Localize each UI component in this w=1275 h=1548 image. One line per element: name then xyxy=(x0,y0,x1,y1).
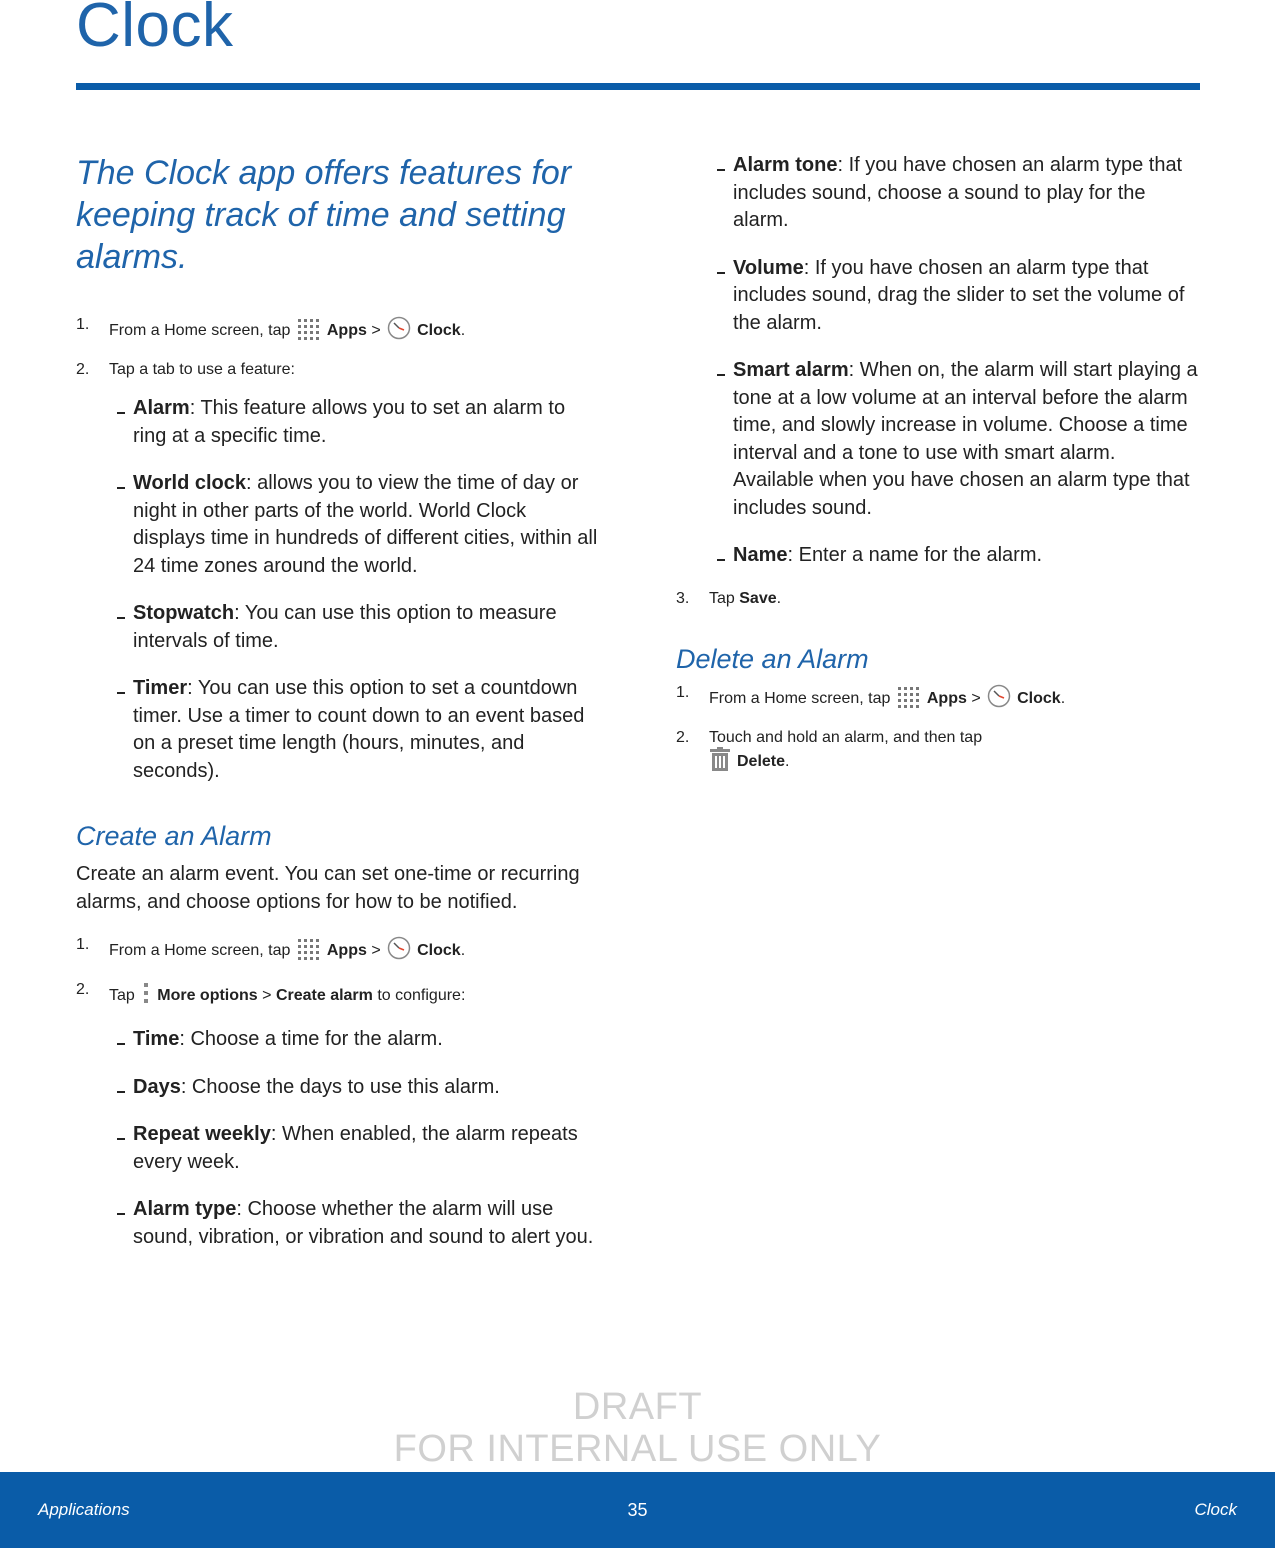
list-item xyxy=(133,470,602,580)
term: Timer xyxy=(133,677,188,699)
page-number: 35 xyxy=(627,1500,648,1520)
step-1 xyxy=(76,316,602,345)
apps-label: Apps xyxy=(926,689,967,707)
step-2 xyxy=(76,361,602,379)
clock-icon xyxy=(387,936,411,965)
more-options-label: More options xyxy=(157,987,258,1004)
punct: . xyxy=(1060,689,1066,707)
desc: : Choose a time for the alarm. xyxy=(179,1028,443,1050)
draft-watermark xyxy=(0,1386,1275,1470)
clock-icon xyxy=(387,316,411,345)
term: Name xyxy=(733,544,788,566)
separator: > xyxy=(371,322,381,339)
footer-section: Applications xyxy=(38,1500,130,1519)
intro-text: The Clock app offers features for keeping track of time and setting alarms. xyxy=(76,154,572,276)
separator: > xyxy=(262,987,272,1004)
left-column xyxy=(76,152,602,1271)
step-text-end: to configure: xyxy=(377,987,466,1004)
feature-list xyxy=(133,395,602,785)
apps-grid-icon xyxy=(297,318,321,345)
separator: > xyxy=(971,689,981,707)
term: Stopwatch xyxy=(133,602,235,624)
footer-chapter: Clock xyxy=(1194,1500,1237,1519)
punct: . xyxy=(776,589,782,607)
step-text: From a Home screen, tap xyxy=(709,689,891,707)
desc: : Choose whether the alarm will use sound, vibration, or vibration and sound to alert you. xyxy=(133,1198,594,1248)
watermark-line-2: FOR INTERNAL USE ONLY xyxy=(393,1428,882,1470)
step-number: 3. xyxy=(676,589,690,607)
step-number: 1. xyxy=(76,936,90,953)
list-item xyxy=(133,600,602,655)
term: Alarm tone xyxy=(733,154,838,176)
term: Alarm type xyxy=(133,1198,237,1220)
create-alarm-label: Create alarm xyxy=(275,987,373,1004)
desc: : If you have chosen an alarm type that includes sound, choose a sound to play for the alarm. xyxy=(733,154,1183,231)
term: Days xyxy=(133,1075,181,1098)
create-alarm-paragraph: Create an alarm event. You can set one-time or recurring alarms, and choose options for how to be notified. xyxy=(76,863,580,913)
term: World clock xyxy=(133,472,246,494)
list-item xyxy=(733,255,1200,338)
list-item xyxy=(733,357,1200,522)
step-text: Touch and hold an alarm, and then tap xyxy=(709,728,983,746)
list-item xyxy=(133,675,602,785)
delete-alarm-heading: Delete an Alarm xyxy=(676,643,869,674)
alarm-options-list-cont xyxy=(733,152,1200,570)
step-number: 1. xyxy=(76,316,90,333)
create-step-1 xyxy=(76,936,602,965)
right-column xyxy=(676,152,1200,792)
desc: : You can use this option to measure intervals of time. xyxy=(133,602,557,652)
clock-label: Clock xyxy=(1017,689,1061,707)
clock-icon xyxy=(987,684,1011,713)
apps-label: Apps xyxy=(326,322,367,339)
clock-label: Clock xyxy=(417,322,461,339)
list-item xyxy=(133,395,602,450)
punct: . xyxy=(460,942,466,959)
step-number: 2. xyxy=(76,981,90,998)
desc: : When on, the alarm will start playing a tone at a low volume at an interval before the alarm time, and slowly increase in volume. Choose a time interval and a tone to use with smart alarm. Available when you have chosen an alarm type that includes sound. xyxy=(733,359,1198,519)
term: Smart alarm xyxy=(733,359,849,381)
desc: : Choose the days to use this alarm. xyxy=(180,1075,500,1098)
more-options-icon xyxy=(141,981,151,1010)
desc: : allows you to view the time of day or night in other parts of the world. World Clock displays time in hundreds of different cities, within all 24 time zones around the world. xyxy=(133,472,598,577)
create-step-2 xyxy=(76,981,602,1010)
term: Volume xyxy=(733,256,804,279)
term: Time xyxy=(133,1028,180,1050)
desc: : When enabled, the alarm repeats every week. xyxy=(133,1123,578,1173)
apps-grid-icon xyxy=(897,686,921,713)
punct: . xyxy=(460,322,466,339)
apps-grid-icon xyxy=(297,938,321,965)
list-item xyxy=(733,152,1200,235)
step-number: 1. xyxy=(676,683,690,701)
create-step-3 xyxy=(676,590,1200,608)
desc: : If you have chosen an alarm type that includes sound, drag the slider to set the volume of the alarm. xyxy=(733,256,1185,334)
page-footer xyxy=(0,1472,1275,1548)
desc: : This feature allows you to set an alarm to ring at a specific time. xyxy=(133,397,566,447)
step-text: Tap xyxy=(709,589,735,607)
step-number: 2. xyxy=(76,361,90,378)
step-text: Tap a tab to use a feature: xyxy=(109,361,295,378)
desc: : You can use this option to set a countdown timer. Use a timer to count down to an event based on a preset time length (hours, minutes, and seconds). xyxy=(133,677,585,782)
step-text: From a Home screen, tap xyxy=(109,942,291,959)
title-rule xyxy=(76,83,1200,90)
list-item xyxy=(733,542,1200,570)
separator: > xyxy=(371,942,381,959)
alarm-options-list xyxy=(133,1026,602,1251)
delete-step-1 xyxy=(676,684,1200,713)
delete-label: Delete xyxy=(737,752,786,770)
page-title: Clock xyxy=(76,0,234,60)
apps-label: Apps xyxy=(326,942,367,959)
save-label: Save xyxy=(739,589,777,607)
list-item xyxy=(133,1121,602,1176)
step-text: Tap xyxy=(109,987,135,1004)
delete-step-2 xyxy=(676,729,1200,776)
list-item xyxy=(133,1196,602,1251)
list-item xyxy=(133,1026,602,1054)
trash-icon xyxy=(709,747,731,776)
step-number: 2. xyxy=(676,728,690,746)
watermark-line-1: DRAFT xyxy=(572,1386,703,1428)
desc: : Enter a name for the alarm. xyxy=(787,544,1043,566)
step-text: From a Home screen, tap xyxy=(109,322,291,339)
clock-label: Clock xyxy=(417,942,461,959)
term: Alarm xyxy=(133,397,190,419)
create-alarm-heading: Create an Alarm xyxy=(76,821,272,851)
punct: . xyxy=(785,752,790,770)
term: Repeat weekly xyxy=(133,1123,271,1145)
list-item xyxy=(133,1074,602,1102)
